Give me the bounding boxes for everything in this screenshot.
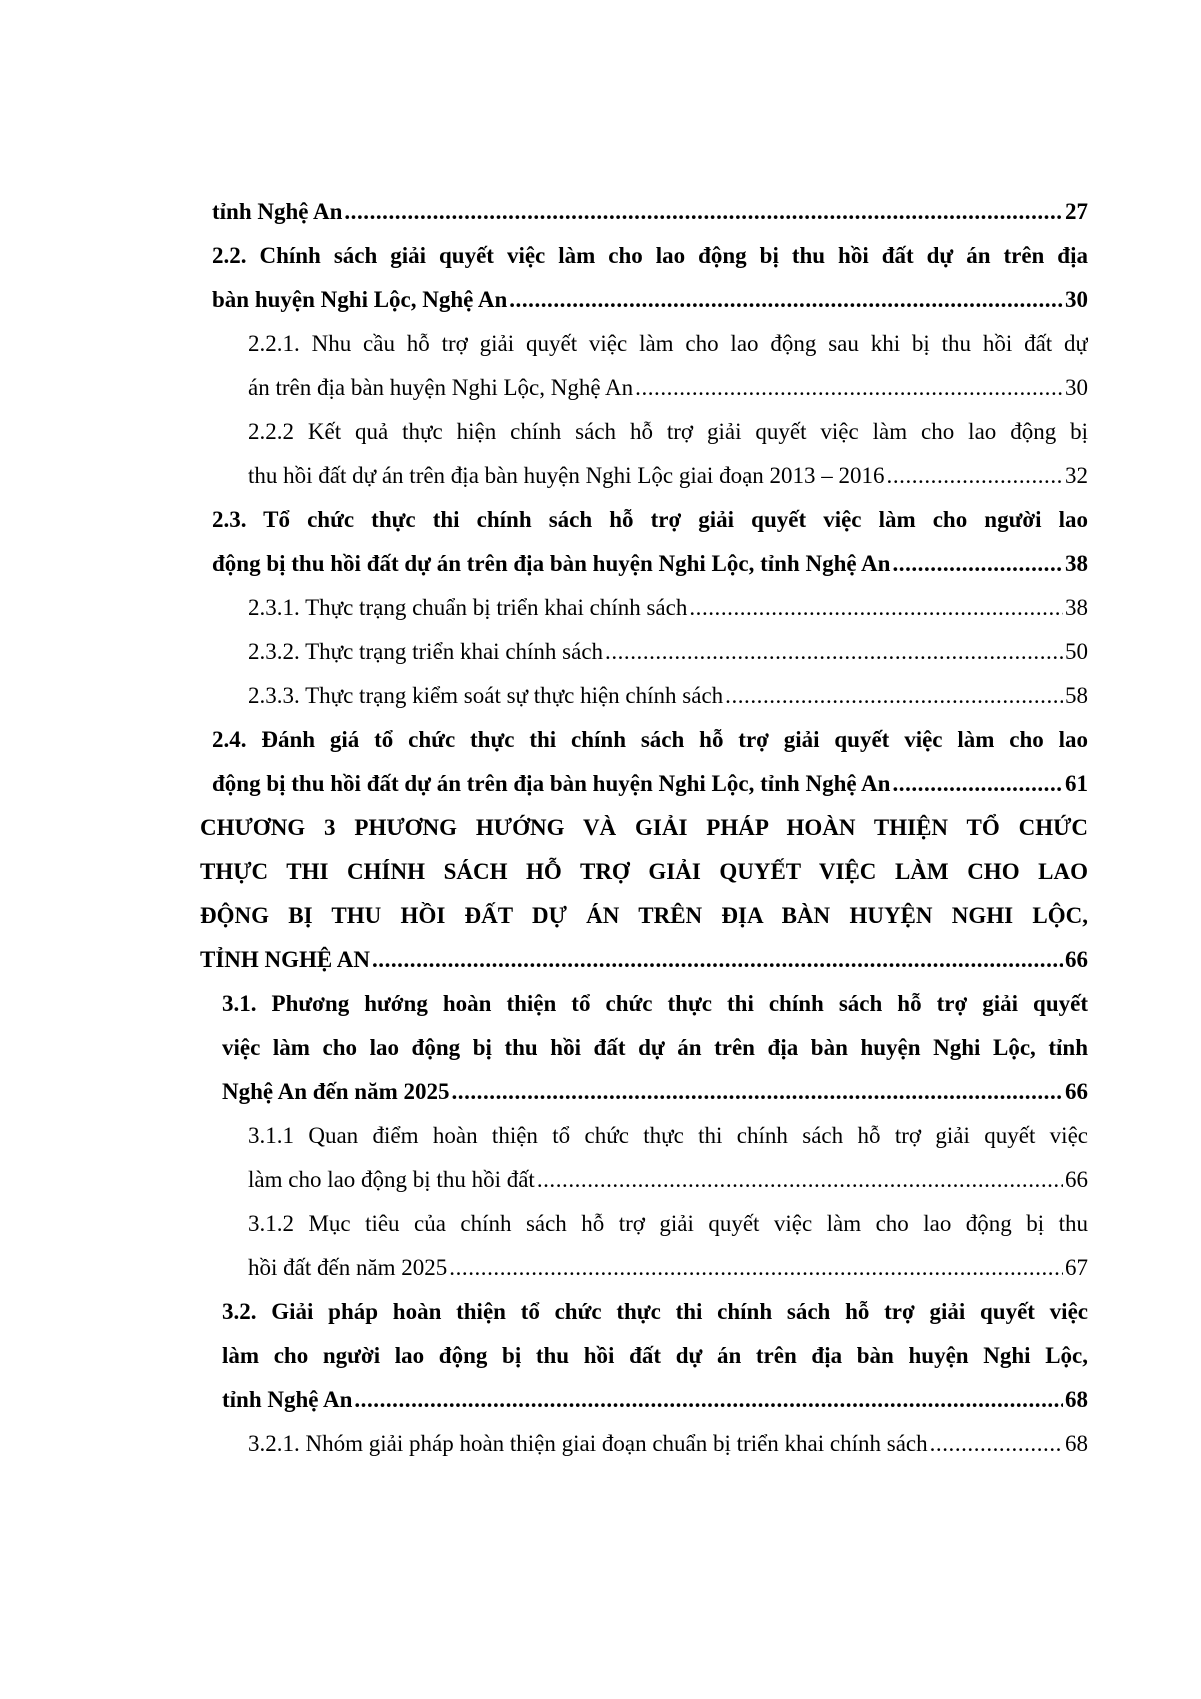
toc-chapter-3[interactable]: CHƯƠNG 3 PHƯƠNG HƯỚNG VÀ GIẢI PHÁP HOÀN THIỆN TỔ CHỨC: [200, 815, 1088, 840]
toc-page-number: 66: [1065, 1167, 1088, 1192]
toc-entry-2-2-1[interactable]: 2.2.1. Nhu cầu hỗ trợ giải quyết việc làm cho lao động sau khi bị thu hồi đất dự: [248, 331, 1088, 356]
toc-leader-dots: [892, 542, 1063, 586]
toc-page-number: 68: [1065, 1431, 1088, 1456]
toc-chapter-3-end[interactable]: [200, 938, 1088, 982]
toc-leader-dots: [635, 366, 1063, 410]
toc-entry-3-1[interactable]: 3.1. Phương hướng hoàn thiện tổ chức thực thi chính sách hỗ trợ giải quyết: [222, 991, 1088, 1016]
toc-page-number: 50: [1065, 639, 1088, 664]
toc-chapter-3-line-3[interactable]: ĐỘNG BỊ THU HỒI ĐẤT DỰ ÁN TRÊN ĐỊA BÀN HUYỆN NGHI LỘC,: [200, 903, 1088, 928]
toc-entry-text: tỉnh Nghệ An: [212, 199, 343, 224]
toc-entry-text: động bị thu hồi đất dự án trên địa bàn huyện Nghi Lộc, tỉnh Nghệ An: [212, 771, 891, 796]
toc-entry-3-1-1[interactable]: 3.1.1 Quan điểm hoàn thiện tổ chức thực thi chính sách hỗ trợ giải quyết việc: [248, 1123, 1088, 1148]
toc-entry-text: thu hồi đất dự án trên địa bàn huyện Nghi Lộc giai đoạn 2013 – 2016: [248, 463, 885, 488]
toc-page-number: 66: [1065, 947, 1088, 972]
toc-entry-text: Nghệ An đến năm 2025: [222, 1079, 450, 1104]
toc-leader-dots: [930, 1422, 1063, 1466]
toc-entry-text: 2.3.3. Thực trạng kiểm soát sự thực hiện chính sách: [248, 683, 724, 708]
toc-page-number: 38: [1065, 595, 1088, 620]
toc-entry-2-4-end[interactable]: [212, 762, 1088, 806]
toc-entry-2-2-end[interactable]: [212, 278, 1088, 322]
toc-chapter-3-line-2[interactable]: THỰC THI CHÍNH SÁCH HỖ TRỢ GIẢI QUYẾT VIỆC LÀM CHO LAO: [200, 859, 1088, 884]
toc-entry-2-4[interactable]: 2.4. Đánh giá tổ chức thực thi chính sách hỗ trợ giải quyết việc làm cho lao: [212, 727, 1088, 752]
toc-leader-dots: [354, 1378, 1063, 1422]
toc-page-number: 58: [1065, 683, 1088, 708]
toc-entry-2-3-1[interactable]: [248, 586, 1088, 630]
toc-entry-3-1-2[interactable]: 3.1.2 Mục tiêu của chính sách hỗ trợ giải quyết việc làm cho lao động bị thu: [248, 1211, 1088, 1236]
toc-entry-3-2-end[interactable]: [222, 1378, 1088, 1422]
toc-entry-2-2-2[interactable]: 2.2.2 Kết quả thực hiện chính sách hỗ trợ giải quyết việc làm cho lao động bị: [248, 419, 1088, 444]
toc-page-number: 61: [1065, 771, 1088, 796]
toc-page-number: 68: [1065, 1387, 1088, 1412]
toc-page-number: 30: [1065, 375, 1088, 400]
toc-entry-text: án trên địa bàn huyện Nghi Lộc, Nghệ An: [248, 375, 634, 400]
toc-entry-3-2-line-2[interactable]: làm cho người lao động bị thu hồi đất dự án trên địa bàn huyện Nghi Lộc,: [222, 1343, 1088, 1368]
toc-entry-1-end[interactable]: [212, 190, 1088, 234]
toc-page-number: 32: [1065, 463, 1088, 488]
toc-entry-3-1-1-end[interactable]: [248, 1158, 1088, 1202]
toc-entry-text: 2.3.2. Thực trạng triển khai chính sách: [248, 639, 604, 664]
toc-entry-text: tỉnh Nghệ An: [222, 1387, 353, 1412]
toc-leader-dots: [509, 278, 1063, 322]
toc-entry-3-2[interactable]: 3.2. Giải pháp hoàn thiện tổ chức thực thi chính sách hỗ trợ giải quyết việc: [222, 1299, 1088, 1324]
toc-entry-2-2[interactable]: 2.2. Chính sách giải quyết việc làm cho lao động bị thu hồi đất dự án trên địa: [212, 243, 1088, 268]
toc-entry-text: hồi đất đến năm 2025: [248, 1255, 448, 1280]
toc-entry-2-3-3[interactable]: [248, 674, 1088, 718]
toc-leader-dots: [892, 762, 1063, 806]
toc-entry-3-1-line-2[interactable]: việc làm cho lao động bị thu hồi đất dự án trên địa bàn huyện Nghi Lộc, tỉnh: [222, 1035, 1088, 1060]
toc-entry-2-3-end[interactable]: [212, 542, 1088, 586]
toc-entry-text: động bị thu hồi đất dự án trên địa bàn huyện Nghi Lộc, tỉnh Nghệ An: [212, 551, 891, 576]
toc-leader-dots: [689, 586, 1063, 630]
toc-entry-text: bàn huyện Nghi Lộc, Nghệ An: [212, 287, 508, 312]
toc-page-number: 27: [1065, 199, 1088, 224]
toc-leader-dots: [887, 454, 1063, 498]
toc-entry-text: 3.2.1. Nhóm giải pháp hoàn thiện giai đoạn chuẩn bị triển khai chính sách: [248, 1431, 928, 1456]
toc-page-number: 38: [1065, 551, 1088, 576]
toc-entry-text: 2.3.1. Thực trạng chuẩn bị triển khai chính sách: [248, 595, 688, 620]
toc-page-number: 67: [1065, 1255, 1088, 1280]
toc-leader-dots: [344, 190, 1063, 234]
toc-entry-2-2-1-end[interactable]: [248, 366, 1088, 410]
toc-leader-dots: [537, 1158, 1063, 1202]
toc-entry-3-2-1[interactable]: [248, 1422, 1088, 1466]
toc-entry-2-3-2[interactable]: [248, 630, 1088, 674]
toc-leader-dots: [451, 1070, 1063, 1114]
toc-entry-2-2-2-end[interactable]: [248, 454, 1088, 498]
toc-entry-2-3[interactable]: 2.3. Tổ chức thực thi chính sách hỗ trợ giải quyết việc làm cho người lao: [212, 507, 1088, 532]
toc-entry-3-1-end[interactable]: [222, 1070, 1088, 1114]
toc-entry-text: TỈNH NGHỆ AN: [200, 947, 370, 972]
toc-leader-dots: [605, 630, 1063, 674]
toc-leader-dots: [449, 1246, 1063, 1290]
toc-page-number: 66: [1065, 1079, 1088, 1104]
toc-page-number: 30: [1065, 287, 1088, 312]
toc-entry-text: làm cho lao động bị thu hồi đất: [248, 1167, 535, 1192]
toc-entry-3-1-2-end[interactable]: [248, 1246, 1088, 1290]
toc-leader-dots: [725, 674, 1063, 718]
toc-leader-dots: [372, 938, 1063, 982]
